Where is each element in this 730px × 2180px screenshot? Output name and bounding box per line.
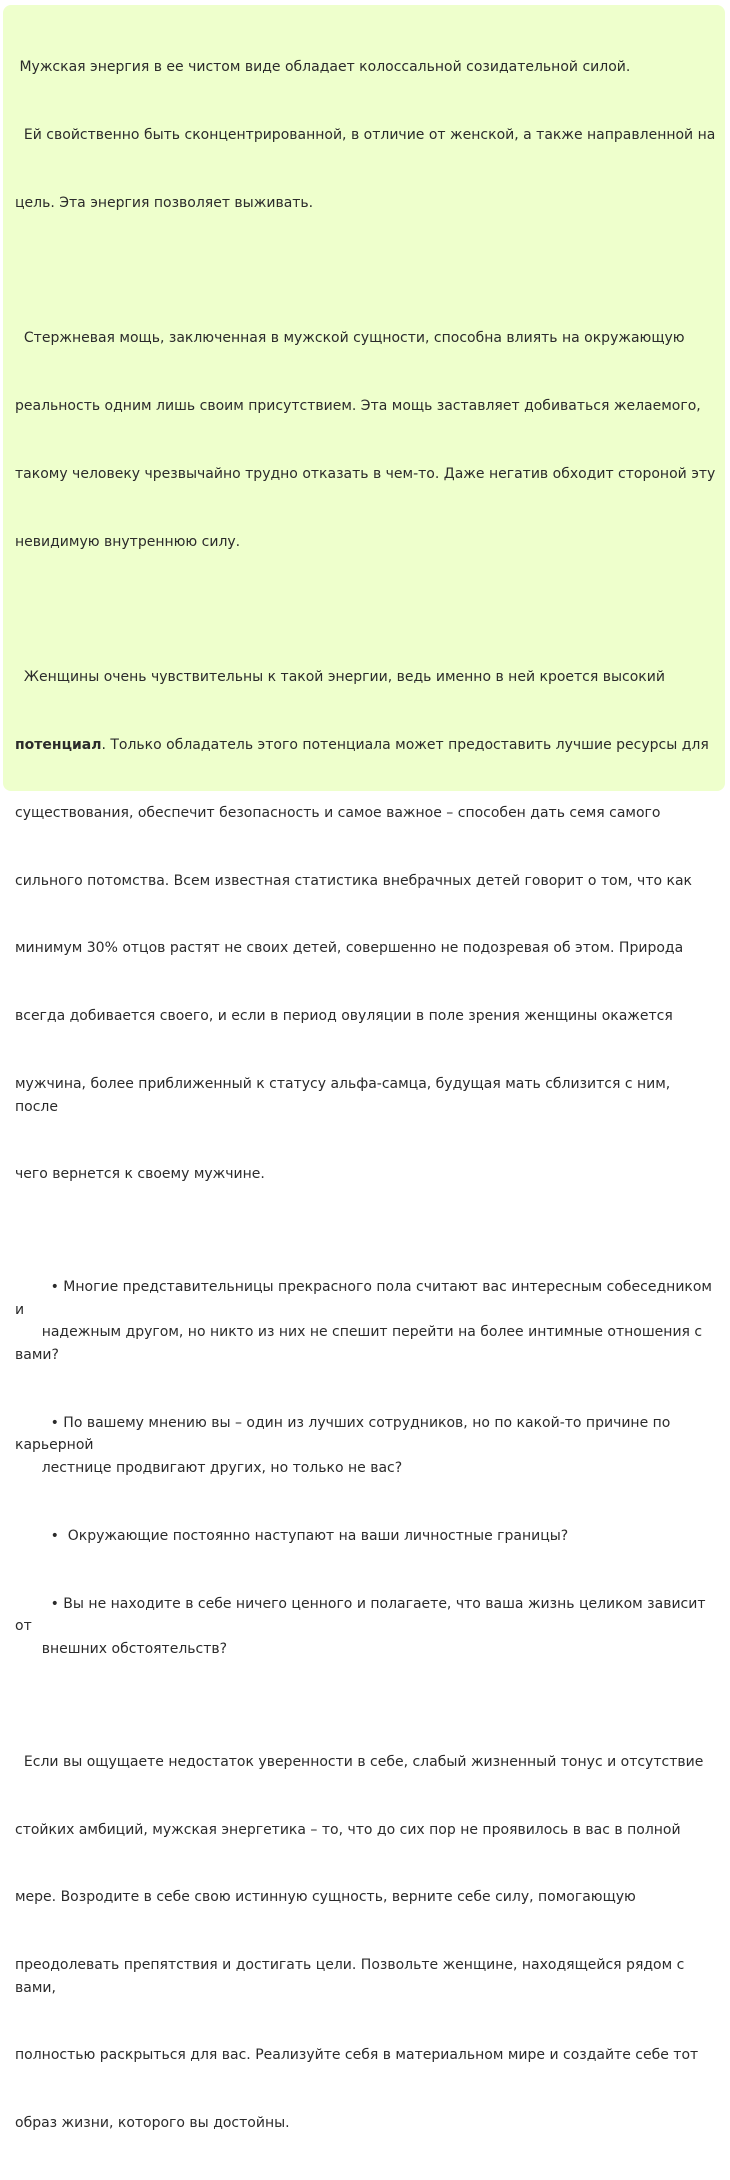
text-line: • Окружающие постоянно наступают на ваши личностные границы? <box>41 1527 569 1544</box>
text-line: Ей свойственно быть сконцентрированной, в отличие от женской, а также направленной на <box>15 126 716 143</box>
list-item <box>15 1254 717 1390</box>
text-line: стойких амбиций, мужская энергетика – то, что до сих пор не проявилось в вас в полной <box>15 1821 681 1838</box>
paragraph-conclusion <box>15 1706 717 2180</box>
text-line: внешних обстоятельств? <box>41 1640 228 1657</box>
text-line: • По вашему мнению вы – один из лучших сотрудников, но по какой-то причине по карьерной <box>15 1414 675 1454</box>
text-fragment: . Только обладатель этого потенциала может предоставить лучшие ресурсы для <box>101 737 709 753</box>
text-line: надежным другом, но никто из них не спешит перейти на более интимные отношения с вами? <box>15 1324 707 1364</box>
paragraph-intro <box>15 11 717 260</box>
text-line: сильного потомства. Всем известная статистика внебрачных детей говорит о том, что как <box>15 872 692 889</box>
text-line: полностью раскрыться для вас. Реализуйте себя в материальном мире и создайте себе тот <box>15 2047 699 2064</box>
text-line: мере. Возродите в себе свою истинную сущность, верните себе силу, помогающую <box>15 1889 636 1906</box>
text-line: невидимую внутреннюю силу. <box>15 533 241 550</box>
text-line: лестнице продвигают других, но только не вас? <box>41 1460 403 1476</box>
paragraph-core-power <box>15 282 717 598</box>
paragraph-women-potential <box>15 621 717 1231</box>
bullet-list <box>15 1254 717 1683</box>
text-line: всегда добивается своего, и если в период овуляции в поле зрения женщины окажется <box>15 1008 673 1025</box>
text-line: Если вы ощущаете недостаток уверенности в себе, слабый жизненный тонус и отсутствие <box>15 1753 704 1770</box>
text-line: мужчина, более приближенный к статусу альфа-самца, будущая мать сблизится с ним, после <box>15 1075 675 1115</box>
text-line: существования, обеспечит безопасность и самое важное – способен дать семя самого <box>15 804 661 821</box>
text-line: цель. Эта энергия позволяет выживать. <box>15 194 314 211</box>
text-line: чего вернется к своему мужчине. <box>15 1166 265 1183</box>
text-line: Женщины очень чувствительны к такой энергии, ведь именно в ней кроется высокий <box>15 669 665 686</box>
text-line: образ жизни, которого вы достойны. <box>15 2115 290 2132</box>
text-line: реальность одним лишь своим присутствием. Эта мощь заставляет добиваться желаемого, <box>15 398 701 415</box>
list-item <box>15 1389 717 1502</box>
text-line: • Вы не находите в себе ничего ценного и полагаете, что ваша жизнь целиком зависит от <box>15 1595 710 1635</box>
list-item <box>15 1502 717 1570</box>
text-line <box>15 734 717 757</box>
article-panel <box>3 5 725 2132</box>
text-line: Стержневая мощь, заключенная в мужской сущности, способна влиять на окружающую <box>15 330 685 347</box>
text-line: • Многие представительницы прекрасного пола считают вас интересным собеседником и <box>15 1279 717 1318</box>
bold-term-potential: потенциал <box>15 737 102 753</box>
text-line: такому человеку чрезвычайно трудно отказать в чем-то. Даже негатив обходит стороной эту <box>15 465 716 482</box>
text-line: минимум 30% отцов растят не своих детей, совершенно не подозревая об этом. Природа <box>15 940 684 957</box>
text-line: преодолевать препятствия и достигать цели. Позвольте женщине, находящейся рядом с вами, <box>15 1957 689 1996</box>
text-line: Мужская энергия в ее чистом виде обладает колоссальной созидательной силой. <box>15 59 631 76</box>
list-item <box>15 1570 717 1683</box>
